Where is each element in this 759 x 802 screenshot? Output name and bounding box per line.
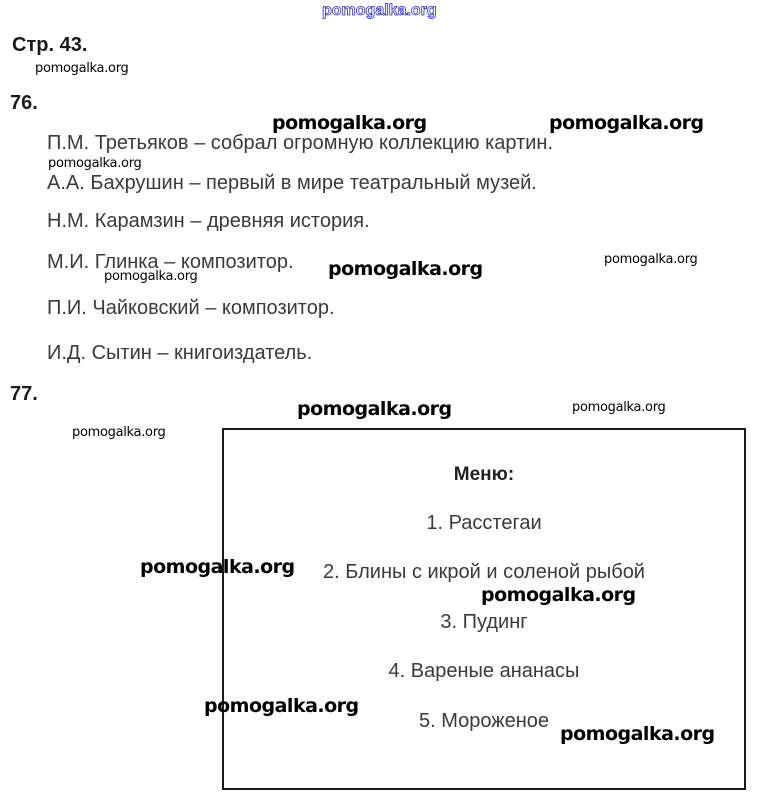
watermark: pomogalka.org: [604, 252, 698, 267]
watermark: pomogalka.org: [48, 156, 142, 171]
watermark: pomogalka.org: [549, 112, 704, 134]
task-76-line: П.И. Чайковский – композитор.: [47, 297, 335, 319]
task-76-line: А.А. Бахрушин – первый в мире театральный музей.: [47, 172, 537, 194]
task-76-line: М.И. Глинка – композитор.: [47, 251, 294, 273]
menu-item: 5. Мороженое: [418, 710, 550, 732]
watermark: pomogalka.org: [297, 398, 452, 420]
watermark: pomogalka.org: [72, 425, 166, 440]
watermark: pomogalka.org: [272, 112, 427, 134]
task-77-number: 77.: [10, 383, 38, 405]
page-label: Стр. 43.: [12, 34, 88, 56]
task-76-line: И.Д. Сытин – книгоиздатель.: [47, 342, 313, 364]
watermark: pomogalka.org: [140, 556, 295, 578]
watermark: pomogalka.org: [572, 400, 666, 415]
menu-item: 4. Вареные ананасы: [388, 660, 580, 682]
watermark-top: pomogalka.org: [322, 2, 437, 19]
watermark: pomogalka.org: [104, 269, 198, 284]
task-76-line: Н.М. Карамзин – древняя история.: [47, 210, 370, 232]
watermark: pomogalka.org: [328, 258, 483, 280]
watermark: pomogalka.org: [481, 584, 636, 606]
menu-title: Меню:: [453, 464, 515, 485]
watermark: pomogalka.org: [560, 723, 715, 745]
menu-item: 1. Расстегаи: [426, 512, 542, 534]
task-76-line: П.М. Третьяков – собрал огромную коллекцию картин.: [47, 132, 554, 154]
task-76-number: 76.: [10, 92, 38, 114]
watermark: pomogalka.org: [204, 695, 359, 717]
watermark: pomogalka.org: [35, 61, 129, 76]
menu-item: 2. Блины с икрой и соленой рыбой: [323, 561, 645, 583]
menu-item: 3. Пудинг: [440, 611, 528, 633]
